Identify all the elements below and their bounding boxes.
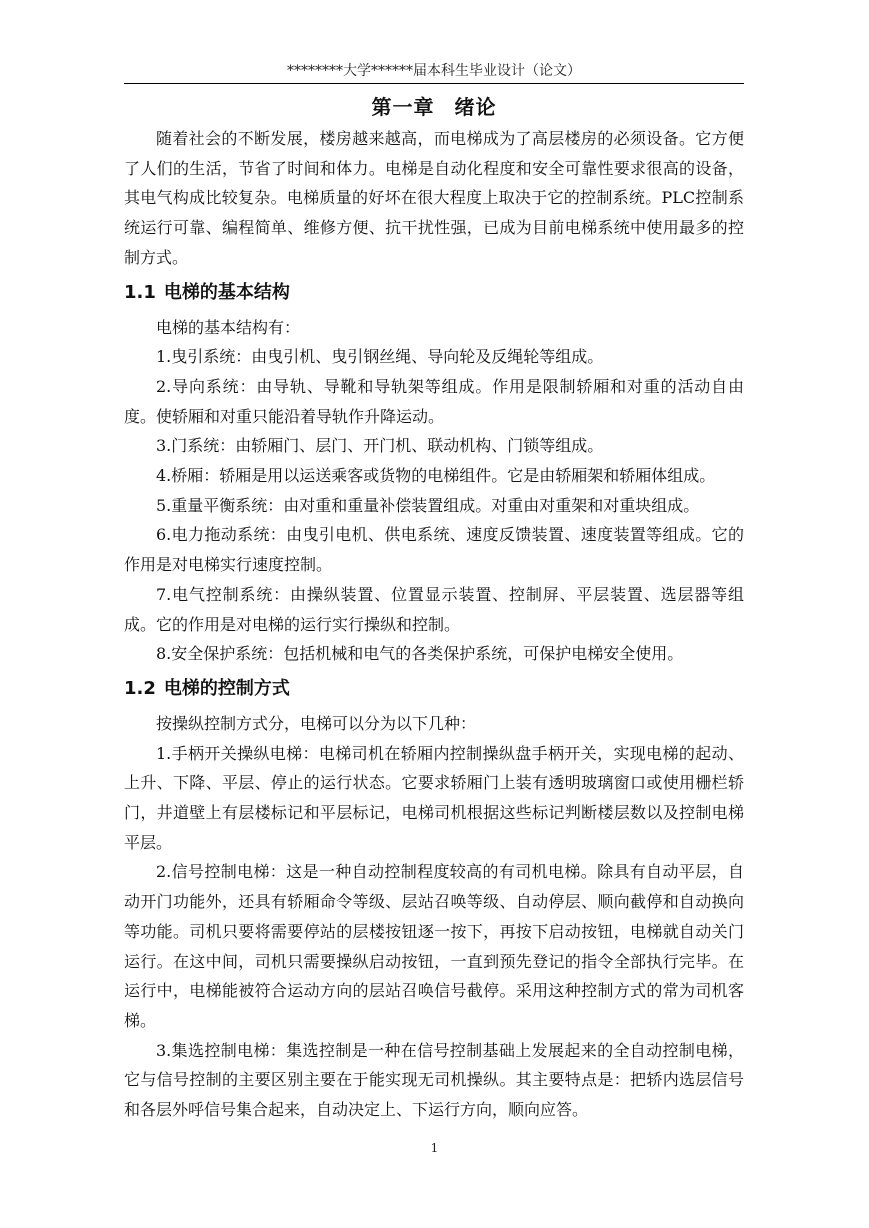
list-item: 1.手柄开关操纵电梯：电梯司机在轿厢内控制操纵盘手柄开关，实现电梯的起动、上升、下降、平层、停止的运行状态。它要求轿厢门上装有透明玻璃窗口或使用栅栏轿门，井道壁上有层楼标记和平层标记，电梯司机根据这些标记判断楼层数以及控制电梯平层。 — [124, 743, 744, 852]
section-number: 1.2 — [124, 677, 156, 699]
section-heading-1-1 — [124, 273, 744, 313]
intro-paragraph: 随着社会的不断发展，楼房越来越高，而电梯成为了高层楼房的必须设备。它方便了人们的生活，节省了时间和体力。电梯是自动化程度和安全可靠性要求很高的设备，其电气构成比较复杂。电梯质量的好坏在很大程度上取决于它的控制系统。PLC控制系统运行可靠、编程简单、维修方便、抗干扰性强，已成为目前电梯系统中使用最多的控制方式。 — [124, 129, 744, 267]
header-rule — [124, 83, 744, 84]
paragraph: 电梯的基本结构有： — [156, 317, 301, 337]
list-item: 1.曳引系统：由曳引机、曳引钢丝绳、导向轮及反绳轮等组成。 — [156, 347, 604, 367]
list-item: 5.重量平衡系统：由对重和重量补偿装置组成。对重由对重架和对重块组成。 — [156, 495, 700, 515]
list-item: 3.集选控制电梯：集选控制是一种在信号控制基础上发展起来的全自动控制电梯，它与信号控制的主要区别主要在于能实现无司机操纵。其主要特点是：把轿内选层信号和各层外呼信号集合起来，自动决定上、下运行方向，顺向应答。 — [124, 1040, 744, 1120]
list-item: 6.电力拖动系统：由曳引电机、供电系统、速度反馈装置、速度装置等组成。它的作用是对电梯实行速度控制。 — [124, 525, 744, 575]
section-title: 电梯的控制方式 — [163, 677, 290, 699]
list-item: 8.安全保护系统：包括机械和电气的各类保护系统，可保护电梯安全使用。 — [156, 644, 684, 664]
section-heading-1-2 — [124, 669, 744, 709]
page-number: 1 — [430, 1141, 439, 1155]
list-item: 4.桥厢：轿厢是用以运送乘客或货物的电梯组件。它是由轿厢架和轿厢体组成。 — [156, 466, 716, 486]
chapter-number: 第一章 — [371, 95, 435, 119]
section-number: 1.1 — [124, 281, 156, 303]
chapter-title — [124, 90, 744, 124]
chapter-name: 绪论 — [454, 95, 497, 119]
list-item: 3.门系统：由轿厢门、层门、开门机、联动机构、门锁等组成。 — [156, 436, 604, 456]
list-item: 7.电气控制系统：由操纵装置、位置显示装置、控制屏、平层装置、选层器等组成。它的作用是对电梯的运行实行操纵和控制。 — [124, 584, 744, 634]
paragraph: 按操纵控制方式分，电梯可以分为以下几种： — [156, 713, 477, 733]
running-header: ********大学******届本科生毕业设计（论文） — [287, 63, 581, 79]
section-title: 电梯的基本结构 — [163, 281, 290, 303]
page-body — [124, 90, 744, 1125]
list-item: 2.导向系统：由导轨、导靴和导轨架等组成。作用是限制轿厢和对重的活动自由度。使轿厢和对重只能沿着导轨作升降运动。 — [124, 376, 744, 426]
list-item: 2.信号控制电梯：这是一种自动控制程度较高的有司机电梯。除具有自动平层，自动开门功能外，还具有轿厢命令等级、层站召唤等级、自动停层、顺向截停和自动换向等功能。司机只要将需要停站的层楼按钮逐一按下，再按下启动按钮，电梯就自动关门运行。在这中间，司机只需要操纵启动按钮，一直到预先登记的指令全部执行完毕。在运行中，电梯能被符合运动方向的层站召唤信号截停。采用这种控制方式的常为司机客梯。 — [124, 862, 744, 1030]
